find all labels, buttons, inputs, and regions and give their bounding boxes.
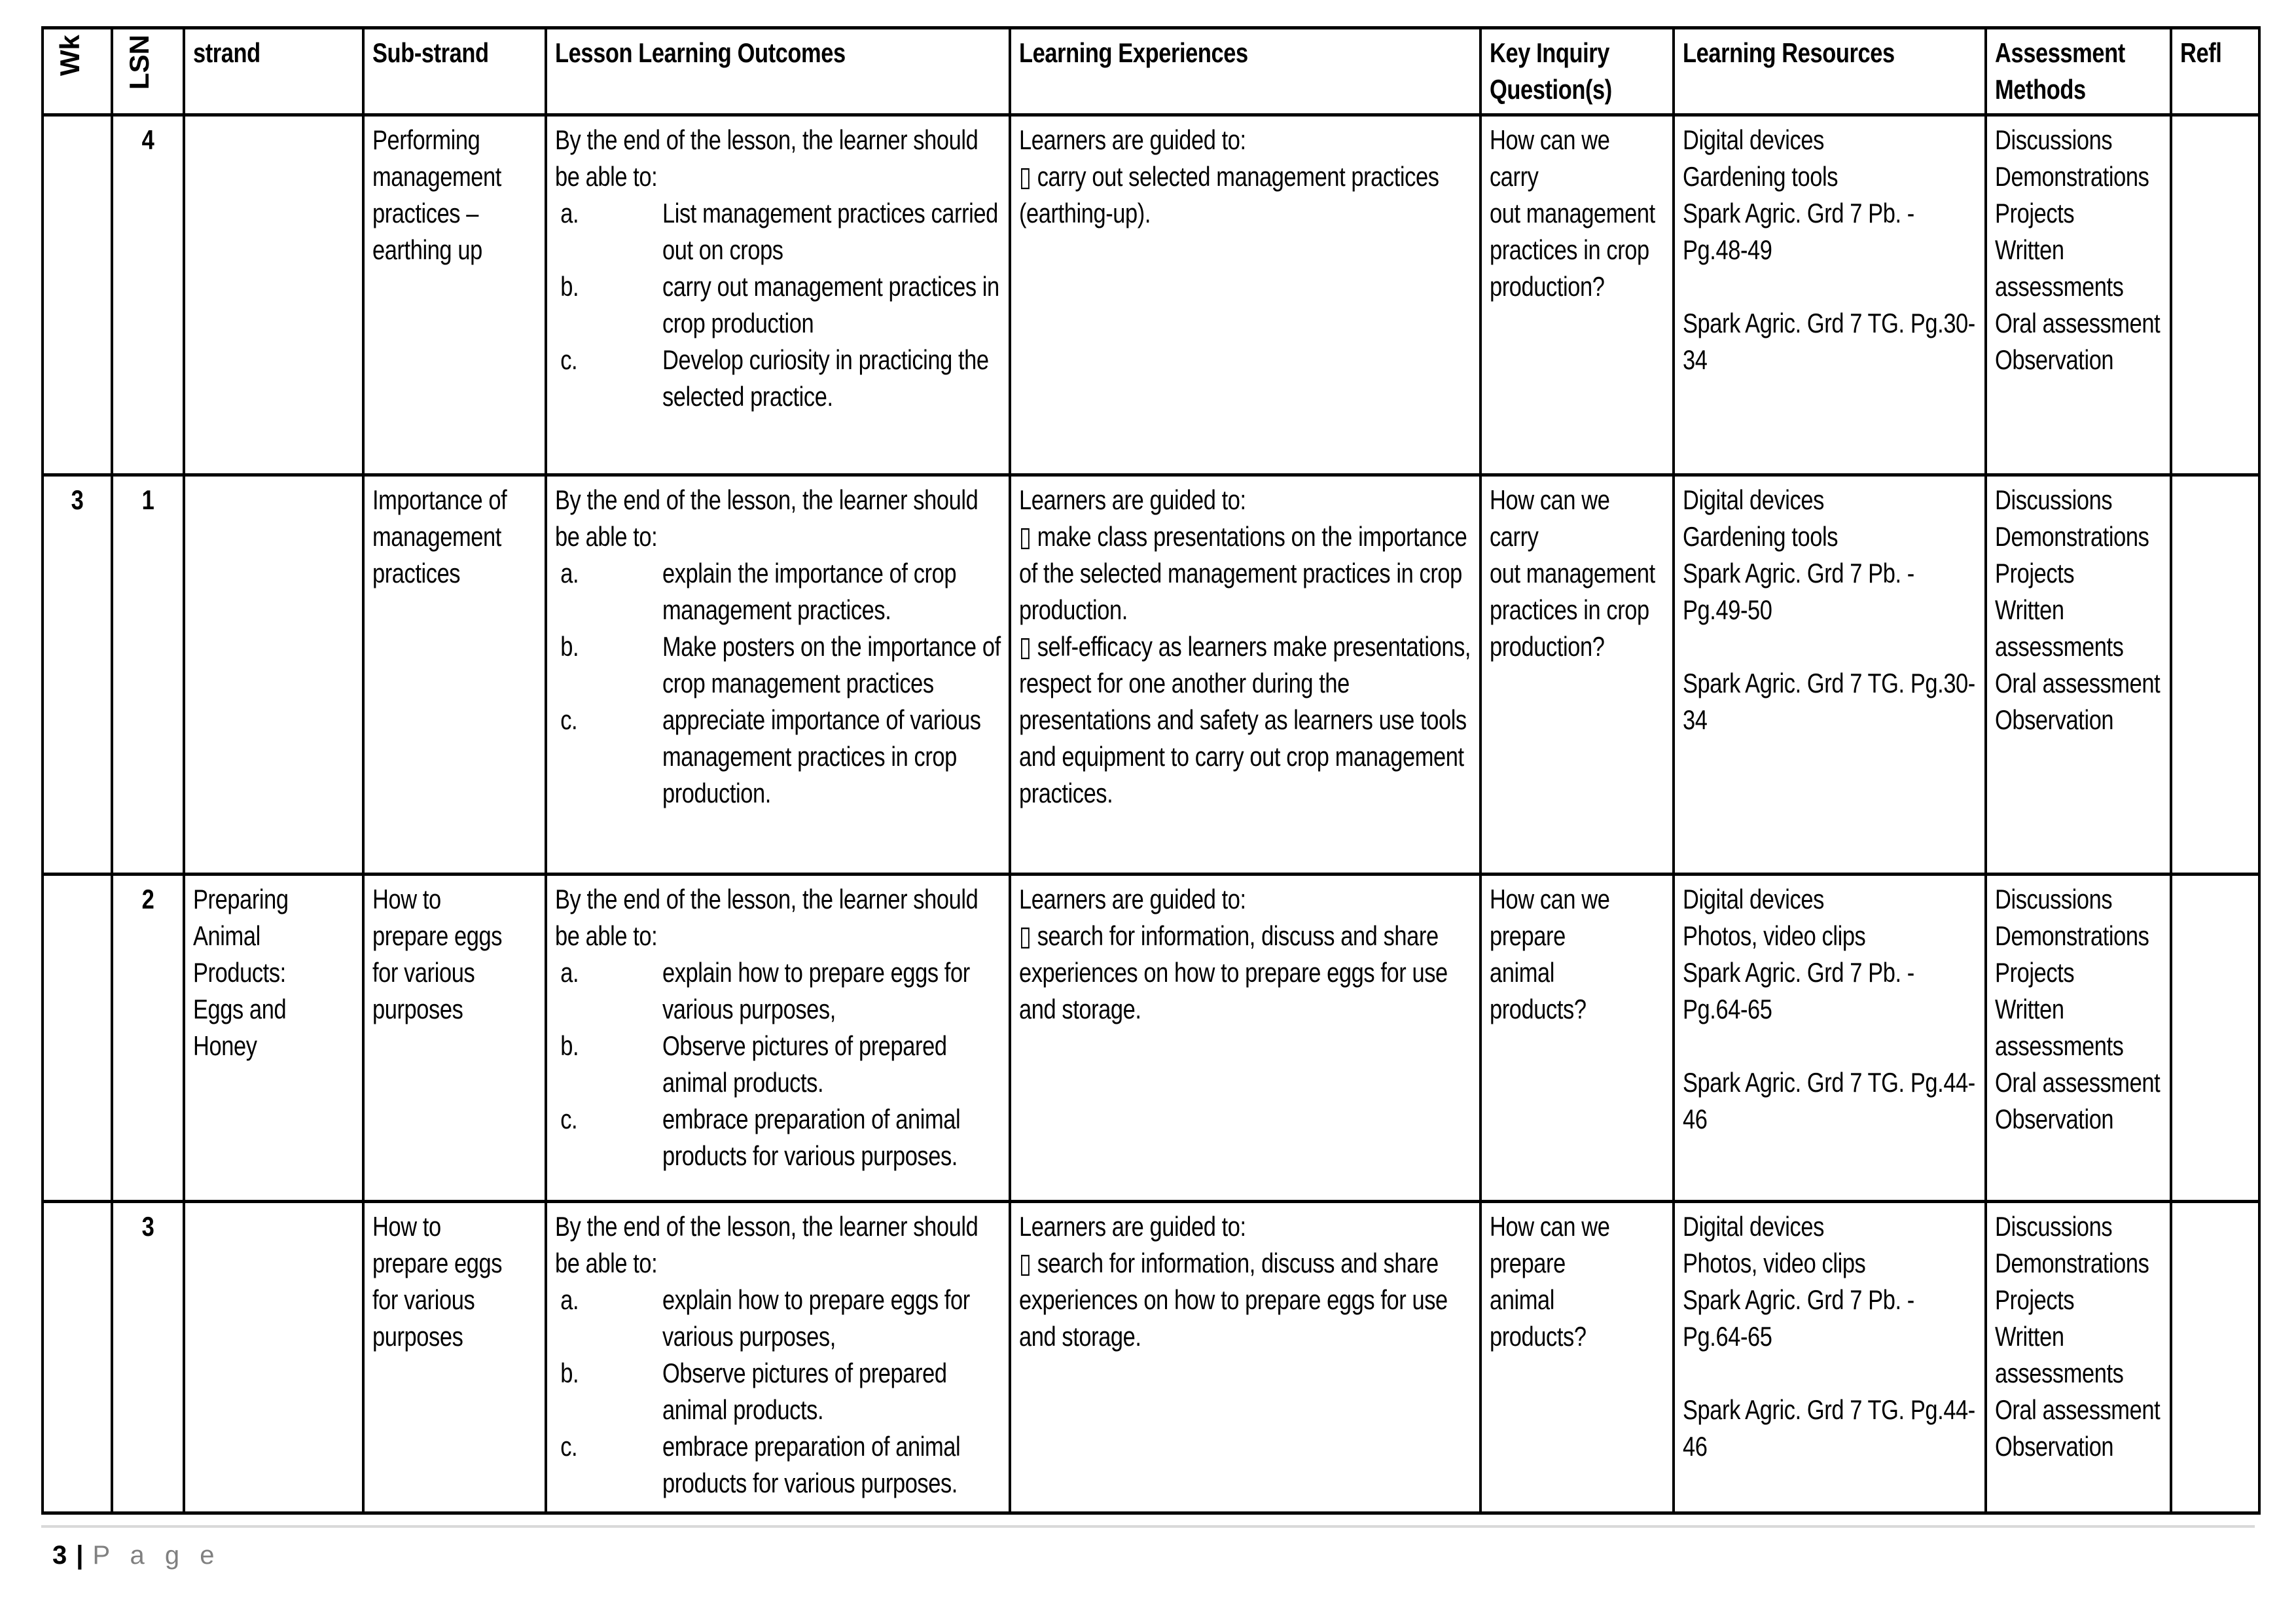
outcome-item: [555, 954, 1001, 1028]
cell-experiences: [1010, 1202, 1480, 1513]
outcome-item-label: b.: [560, 271, 579, 302]
cell-lsn: 4: [112, 115, 184, 475]
cell-refl: [2171, 875, 2259, 1202]
text-line: products?: [1490, 994, 1587, 1024]
text-line: Photos, video clips: [1683, 1248, 1866, 1278]
text-line: [1683, 628, 1977, 665]
text-line: Oral assessment: [1995, 308, 2161, 338]
text-line: earthing up: [372, 234, 482, 265]
text-line: purposes: [372, 994, 463, 1024]
outcome-item: [555, 1428, 1001, 1502]
outcomes-intro: By the end of the lesson, the learner should be able to:: [555, 884, 978, 951]
text-line: Learners are guided to:: [1019, 884, 1246, 914]
table-row: [43, 115, 2259, 475]
text-line: [1683, 1355, 1977, 1392]
cell-resources: [1674, 1202, 1986, 1513]
text-line: How can we: [1490, 124, 1610, 155]
page-footer: [52, 1540, 221, 1571]
outcome-item: [555, 1028, 1001, 1101]
outcome-item-label: b.: [560, 631, 579, 662]
text-line: animal: [1490, 957, 1555, 988]
text-line: Demonstrations: [1995, 521, 2149, 552]
text-line: Observation: [1995, 1104, 2114, 1134]
header-lsn-label: LSN: [124, 35, 154, 90]
text-line: production?: [1490, 271, 1605, 302]
cell-wk: 3: [43, 475, 112, 875]
outcome-item: [555, 628, 1001, 702]
outcome-item-label: a.: [560, 558, 579, 588]
outcome-item-label: b.: [560, 1358, 579, 1388]
cell-key-inquiry: [1480, 475, 1674, 875]
text-line: ▯ search for information, discuss and share experiences on how to prepare eggs for use and storage.: [1019, 1248, 1448, 1352]
text-line: Learners are guided to:: [1019, 124, 1246, 155]
text-line: Products:: [193, 957, 286, 988]
text-line: Demonstrations: [1995, 1248, 2149, 1278]
cell-wk: [43, 115, 112, 475]
outcome-item-text: List management practices carried out on crops: [662, 198, 998, 265]
cell-assessment: [1986, 1202, 2171, 1513]
text-line: Projects: [1995, 1284, 2075, 1315]
outcome-item-text: embrace preparation of animal products for various purposes.: [662, 1431, 961, 1498]
cell-strand: [184, 1202, 363, 1513]
text-line: management: [372, 161, 501, 192]
text-line: management: [372, 521, 501, 552]
outcomes-intro: By the end of the lesson, the learner should be able to:: [555, 484, 978, 552]
text-line: prepare eggs: [372, 920, 503, 951]
text-line: Spark Agric. Grd 7 TG. Pg.44-46: [1683, 1394, 1975, 1462]
text-line: ▯ make class presentations on the importance of the selected management practices in crop production.: [1019, 521, 1467, 625]
text-line: products?: [1490, 1321, 1587, 1352]
text-line: Written assessments: [1995, 234, 2124, 302]
text-line: Digital devices: [1683, 484, 1824, 515]
text-line: Gardening tools: [1683, 521, 1839, 552]
text-line: Discussions: [1995, 1211, 2113, 1242]
text-line: Honey: [193, 1030, 257, 1061]
text-line: Projects: [1995, 558, 2075, 588]
text-line: Observation: [1995, 704, 2114, 735]
text-line: prepare: [1490, 920, 1566, 951]
cell-key-inquiry: [1480, 115, 1674, 475]
outcome-item-text: explain the importance of crop management practices.: [662, 558, 957, 625]
text-line: carry: [1490, 161, 1539, 192]
text-line: Spark Agric. Grd 7 Pb. - Pg.49-50: [1683, 558, 1914, 625]
outcome-item-text: carry out management practices in crop production: [662, 271, 999, 338]
outcome-item: [555, 702, 1001, 812]
cell-lsn: 1: [112, 475, 184, 875]
outcome-item: [555, 342, 1001, 415]
text-line: prepare eggs: [372, 1248, 503, 1278]
text-line: ▯ carry out selected management practices (earthing-up).: [1019, 161, 1439, 228]
text-line: Learners are guided to:: [1019, 484, 1246, 515]
header-outcomes: Lesson Learning Outcomes: [546, 28, 1010, 115]
text-line: Spark Agric. Grd 7 Pb. - Pg.64-65: [1683, 957, 1914, 1024]
header-experiences: Learning Experiences: [1010, 28, 1480, 115]
cell-assessment: [1986, 475, 2171, 875]
outcome-item-label: a.: [560, 198, 579, 228]
text-line: Demonstrations: [1995, 920, 2149, 951]
text-line: ▯ search for information, discuss and share experiences on how to prepare eggs for use and storage.: [1019, 920, 1448, 1024]
text-line: purposes: [372, 1321, 463, 1352]
text-line: Oral assessment: [1995, 668, 2161, 698]
text-line: Spark Agric. Grd 7 TG. Pg.44-46: [1683, 1067, 1975, 1134]
outcome-item: [555, 1282, 1001, 1355]
text-line: Eggs and: [193, 994, 287, 1024]
footer-divider: [41, 1525, 2255, 1528]
text-line: Photos, video clips: [1683, 920, 1866, 951]
outcome-item: [555, 1355, 1001, 1428]
outcome-item: [555, 195, 1001, 268]
text-line: animal: [1490, 1284, 1555, 1315]
outcome-item-label: b.: [560, 1030, 579, 1061]
text-line: Gardening tools: [1683, 161, 1839, 192]
footer-page-number: 3: [52, 1541, 67, 1570]
outcome-item: [555, 1101, 1001, 1174]
cell-refl: [2171, 1202, 2259, 1513]
outcome-item: [555, 268, 1001, 342]
header-refl: Refl: [2171, 28, 2259, 115]
text-line: Observation: [1995, 1431, 2114, 1462]
cell-outcomes: [546, 475, 1010, 875]
text-line: How to: [372, 884, 441, 914]
header-row: [43, 28, 2259, 115]
text-line: Spark Agric. Grd 7 Pb. - Pg.48-49: [1683, 198, 1914, 265]
cell-experiences: [1010, 875, 1480, 1202]
outcome-item: [555, 555, 1001, 628]
cell-lsn: 3: [112, 1202, 184, 1513]
outcome-item-text: Make posters on the importance of crop management practices: [662, 631, 1001, 698]
cell-strand: [184, 115, 363, 475]
cell-lsn: 2: [112, 875, 184, 1202]
text-line: practices: [372, 558, 461, 588]
text-line: Oral assessment: [1995, 1394, 2161, 1425]
cell-wk: [43, 875, 112, 1202]
text-line: Digital devices: [1683, 124, 1824, 155]
text-line: for various: [372, 1284, 475, 1315]
text-line: ▯ self-efficacy as learners make presentations, respect for one another during the presentations and safety as learners use tools and equipment to carry out crop management practices.: [1019, 631, 1471, 808]
text-line: Discussions: [1995, 884, 2113, 914]
header-key-inquiry: Key Inquiry Question(s): [1480, 28, 1674, 115]
outcome-item-text: Observe pictures of prepared animal products.: [662, 1030, 947, 1098]
header-resources: Learning Resources: [1674, 28, 1986, 115]
cell-experiences: [1010, 475, 1480, 875]
text-line: How can we: [1490, 884, 1610, 914]
text-line: Projects: [1995, 198, 2075, 228]
cell-wk: [43, 1202, 112, 1513]
outcome-item-text: embrace preparation of animal products for various purposes.: [662, 1104, 961, 1171]
header-strand: strand: [184, 28, 363, 115]
text-line: prepare: [1490, 1248, 1566, 1278]
text-line: Discussions: [1995, 484, 2113, 515]
text-line: carry: [1490, 521, 1539, 552]
text-line: production?: [1490, 631, 1605, 662]
header-lsn: [112, 28, 184, 115]
text-line: Animal: [193, 920, 260, 951]
text-line: Oral assessment: [1995, 1067, 2161, 1098]
outcome-item-text: explain how to prepare eggs for various purposes,: [662, 957, 970, 1024]
text-line: Performing: [372, 124, 480, 155]
text-line: Importance of: [372, 484, 507, 515]
text-line: How can we: [1490, 484, 1610, 515]
outcome-item-text: appreciate importance of various management practices in crop production.: [662, 704, 981, 808]
cell-refl: [2171, 115, 2259, 475]
text-line: Spark Agric. Grd 7 TG. Pg.30-34: [1683, 308, 1975, 375]
text-line: [1683, 1028, 1977, 1064]
outcomes-intro: By the end of the lesson, the learner should be able to:: [555, 1211, 978, 1278]
cell-experiences: [1010, 115, 1480, 475]
text-line: Preparing: [193, 884, 289, 914]
table-row: [43, 1202, 2259, 1513]
text-line: How can we: [1490, 1211, 1610, 1242]
outcome-item-label: a.: [560, 1284, 579, 1315]
outcome-item-label: c.: [560, 704, 578, 735]
text-line: Spark Agric. Grd 7 Pb. - Pg.64-65: [1683, 1284, 1914, 1352]
cell-sub-strand: [363, 875, 546, 1202]
text-line: Projects: [1995, 957, 2075, 988]
text-line: [1683, 268, 1977, 305]
cell-outcomes: [546, 875, 1010, 1202]
cell-outcomes: [546, 115, 1010, 475]
cell-resources: [1674, 115, 1986, 475]
cell-assessment: [1986, 875, 2171, 1202]
text-line: Learners are guided to:: [1019, 1211, 1246, 1242]
text-line: Demonstrations: [1995, 161, 2149, 192]
text-line: practices in crop: [1490, 594, 1649, 625]
footer-separator: |: [76, 1541, 84, 1570]
outcome-item-text: explain how to prepare eggs for various purposes,: [662, 1284, 970, 1352]
text-line: Digital devices: [1683, 884, 1824, 914]
text-line: out management: [1490, 558, 1655, 588]
text-line: practices –: [372, 198, 479, 228]
header-wk-label: Wk: [54, 35, 85, 76]
text-line: practices in crop: [1490, 234, 1649, 265]
cell-refl: [2171, 475, 2259, 875]
outcome-item-label: a.: [560, 957, 579, 988]
outcome-item-label: c.: [560, 1431, 578, 1462]
cell-resources: [1674, 875, 1986, 1202]
cell-sub-strand: [363, 1202, 546, 1513]
scheme-of-work-table: [41, 26, 2261, 1515]
cell-strand: [184, 875, 363, 1202]
outcome-item-text: Develop curiosity in practicing the selected practice.: [662, 344, 989, 412]
text-line: Observation: [1995, 344, 2114, 375]
header-sub-strand: Sub-strand: [363, 28, 546, 115]
text-line: Spark Agric. Grd 7 TG. Pg.30-34: [1683, 668, 1975, 735]
cell-resources: [1674, 475, 1986, 875]
text-line: Written assessments: [1995, 994, 2124, 1061]
text-line: How to: [372, 1211, 441, 1242]
text-line: out management: [1490, 198, 1655, 228]
table-row: [43, 875, 2259, 1202]
outcomes-intro: By the end of the lesson, the learner should be able to:: [555, 124, 978, 192]
text-line: for various: [372, 957, 475, 988]
cell-key-inquiry: [1480, 875, 1674, 1202]
outcome-item-label: c.: [560, 344, 578, 375]
cell-assessment: [1986, 115, 2171, 475]
cell-sub-strand: [363, 475, 546, 875]
table-row: [43, 475, 2259, 875]
text-line: Written assessments: [1995, 1321, 2124, 1388]
text-line: Digital devices: [1683, 1211, 1824, 1242]
text-line: Discussions: [1995, 124, 2113, 155]
cell-sub-strand: [363, 115, 546, 475]
cell-strand: [184, 475, 363, 875]
outcome-item-text: Observe pictures of prepared animal products.: [662, 1358, 947, 1425]
text-line: Written assessments: [1995, 594, 2124, 662]
cell-key-inquiry: [1480, 1202, 1674, 1513]
footer-page-label: P a g e: [92, 1541, 221, 1570]
cell-outcomes: [546, 1202, 1010, 1513]
header-wk: [43, 28, 112, 115]
header-assessment: Assessment Methods: [1986, 28, 2171, 115]
outcome-item-label: c.: [560, 1104, 578, 1134]
